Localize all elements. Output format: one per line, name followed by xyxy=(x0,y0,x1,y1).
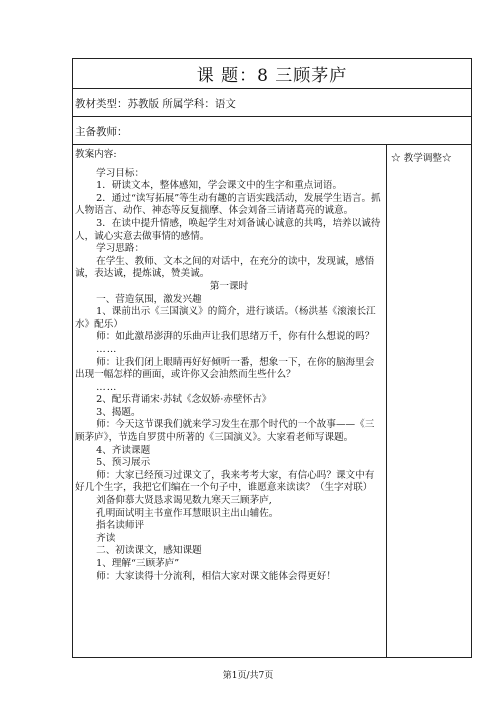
content-heading: 教案内容: xyxy=(75,149,117,160)
content-line: 刘备仰慕大贤恳求谒见数九寒天三顾茅庐, xyxy=(96,495,272,507)
content-line: 一、营造氛围，激发兴趣 xyxy=(96,293,202,305)
lesson-content-column xyxy=(73,145,387,657)
content-line: 指名读师评 xyxy=(96,520,145,532)
preparer-line: 主备教师： xyxy=(73,117,471,145)
lesson-title: 课 题：8 三顾茅庐 xyxy=(73,59,471,89)
content-line: 1．研读文本，整体感知，学会课文中的生字和重点词语。 xyxy=(96,180,343,192)
content-line: 第一课时 xyxy=(209,280,249,292)
content-line: 学习思路： xyxy=(96,243,145,255)
content-line: 在学生、教师、文本之间的对话中，在充分的读中，发现诚，感悟诚，表达诚，提炼诚，赞美诚。 xyxy=(75,255,375,280)
content-line: …… xyxy=(96,343,118,355)
content-line: 师：大家已经预习过课文了，我来考考大家，有信心吗？课文中有好几个生字，我把它们编在一个句子中，谁愿意来读读？（生字对联） xyxy=(75,469,375,494)
content-line: 学习目标： xyxy=(96,167,145,179)
material-type-line: 教材类型：苏教版 所属学科：语文 xyxy=(73,89,471,117)
content-line: 师：大家读得十分流利，相信大家对课文能体会得更好！ xyxy=(96,570,336,582)
content-line: 1、课前出示《三国演义》的简介，进行谈话。（杨洪基《滚滚长江水》配乐） xyxy=(75,306,376,330)
adjustment-column xyxy=(387,145,471,164)
content-row xyxy=(73,145,471,657)
adjustment-heading: ☆ 教学调整☆ xyxy=(391,153,452,164)
content-line: 2．通过“读写拓展”等生动有趣的言语实践活动，发展学生语言。抓人物语言、动作、神态等反复揣摩、体会刘备三请诸葛亮的诚意。 xyxy=(75,192,381,217)
lesson-plan-table xyxy=(72,58,472,658)
content-line: 齐读 xyxy=(96,532,116,544)
content-line: 5、预习展示 xyxy=(96,457,151,469)
content-line: …… xyxy=(96,381,118,393)
lesson-body xyxy=(75,168,383,584)
content-line: 2、配乐背诵宋·苏轼《念奴娇·赤壁怀古》 xyxy=(96,394,272,406)
content-line: 二、初读课文，感知课题 xyxy=(96,545,202,557)
content-line: 师：如此激昂澎湃的乐曲声让我们思绪万千，你有什么想说的吗？ xyxy=(96,331,375,343)
content-line: 3、揭题。 xyxy=(96,406,141,418)
content-line: 1、理解“三顾茅庐” xyxy=(96,558,180,569)
content-line: 师：今天这节课我们就来学习发生在那个时代的一个故事——《三顾茅庐》，节选自罗贯中所著的《三国演义》。大家看老师写课题。 xyxy=(75,419,375,444)
content-line: 师：让我们闭上眼睛再好好倾听一番，想象一下，在你的脑海里会出现一幅怎样的画面，或许你又会油然而生些什么？ xyxy=(75,356,375,381)
content-line: 孔明面试明主书童作耳慧眼识主出山辅佐。 xyxy=(96,507,279,519)
page-footer: 第1页/共7页 xyxy=(222,671,274,681)
content-line: 4、齐读课题 xyxy=(96,444,151,456)
content-line: 3．在读中提升情感，唤起学生对刘备诚心诚意的共鸣，培养以诚待人，诚心实意去做事情的感情。 xyxy=(75,217,381,242)
